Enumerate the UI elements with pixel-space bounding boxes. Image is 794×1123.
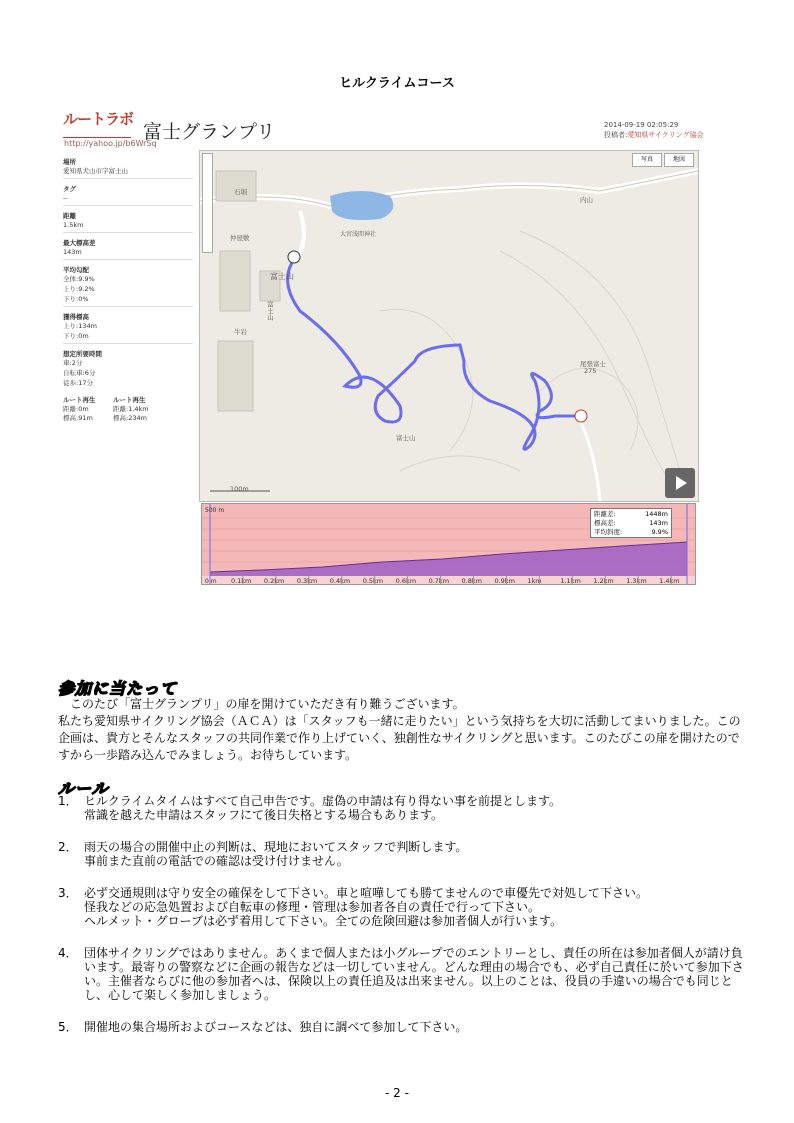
short-url-link[interactable]: http://yahoo.jp/b6WrSq	[64, 139, 157, 148]
map-label: 富士山	[270, 272, 294, 281]
info-divider	[63, 306, 193, 307]
building-block	[220, 251, 250, 311]
intro-paragraph: このたび「富士グランプリ」の扉を開けていただき有り難うございます。	[70, 697, 465, 711]
map-label: 仲屋敷	[230, 234, 250, 242]
info-value: 徒歩:17分	[63, 379, 93, 387]
map-label: 牛岩	[234, 328, 247, 336]
goal-marker	[575, 410, 587, 422]
route-line	[288, 258, 580, 449]
intro-text	[58, 696, 748, 764]
contour-line	[400, 456, 520, 471]
map-label: 275	[584, 367, 597, 375]
poster-label: 投稿者:	[604, 131, 628, 139]
x-tick-label: 0.5km	[362, 577, 384, 584]
map-drawing	[200, 151, 698, 501]
profile-area	[210, 542, 687, 576]
rule-line: 事前また直前の電話での確認は受け付けません。	[84, 854, 349, 868]
info-value: 自転車:6分	[63, 369, 96, 377]
route-poster	[604, 130, 704, 140]
intro-paragraph: 私たち愛知県サイクリング協会（ＡＣＡ）は「スタッフも一緒に走りたい」という気持ちを大切に活動してまいりました。この企画は、貴方とそんなスタッフの共同作業で作り上げていく、独創性なサイクリングと思います。このたびこの扉を開けたのですから一歩踏み込んでみましょう。お待ちしています。	[58, 714, 741, 762]
playback-value: 距離:1.4km	[113, 405, 149, 413]
x-tick-label: 0.2km	[263, 577, 285, 584]
side-road	[580, 421, 600, 501]
info-group	[63, 349, 193, 388]
x-tick-label: 1.1km	[560, 577, 581, 584]
x-tick-label: 0.3km	[296, 577, 318, 584]
info-group	[63, 265, 193, 307]
route-info-panel	[63, 152, 193, 388]
scale-label: 100m	[230, 485, 249, 493]
summary-value: 143m	[649, 519, 668, 527]
summary-row	[594, 519, 668, 528]
rules-heading: ルール	[58, 779, 109, 798]
page-number: - 2 -	[385, 1086, 409, 1100]
playback-value: 標高:234m	[113, 414, 147, 422]
rule-line: 怪我などの応急処置および自転車の修理・管理は参加者各自の責任で行って下さい。	[84, 900, 541, 914]
info-divider	[63, 259, 193, 260]
rule-line: 開催地の集合場所およびコースなどは、独自に調べて参加して下さい。	[84, 1020, 468, 1034]
rule-number: 3．	[58, 886, 78, 900]
summary-label: 平均斜度:	[594, 528, 623, 536]
info-value: --	[63, 194, 68, 202]
main-road	[200, 171, 698, 206]
page-title: ヒルクライムコース	[339, 76, 455, 91]
playback-value: 距離:0m	[63, 405, 89, 413]
info-divider	[63, 178, 193, 179]
info-value: 全体:9.9%	[63, 275, 95, 283]
pond	[330, 191, 393, 220]
playback-end	[113, 396, 173, 423]
rule-line: 団体サイクリングではありません。あくまで個人または小グループでのエントリーとし、責任の所在は参加者個人が請け負います。最寄りの警察などに企画の報告などは一切していません。どんな理由の場合でも、必ず自己責任に於いて参加下さい。主催者ならびに他の参加者へは、保険以上の責任追及は出来ません。以上のことは、役員の手違いの場合でも同じとし、心して楽しく参加しましょう。	[84, 946, 744, 1002]
x-tick-label: 0.6km	[395, 577, 417, 584]
map-label: 石堀	[234, 188, 247, 196]
play-button[interactable]	[665, 468, 695, 498]
elevation-profile[interactable]	[201, 503, 696, 585]
info-divider	[63, 343, 193, 344]
x-tick-label: 0.8km	[461, 577, 482, 584]
info-divider	[63, 205, 193, 206]
map-label: 内山	[580, 196, 593, 204]
map-label: 尾張富士	[580, 360, 606, 368]
x-tick-label: 0.7km	[428, 577, 450, 584]
map-label: 富士山	[266, 301, 274, 321]
info-value: 車:2分	[63, 359, 83, 367]
playback-title: ルート再生	[113, 396, 146, 404]
rule-item	[58, 1020, 748, 1034]
info-group	[63, 157, 193, 179]
rule-item	[58, 794, 748, 822]
rule-number: 5．	[58, 1020, 78, 1034]
info-label: 最大標高差	[63, 239, 96, 247]
x-tick-label: 1km	[527, 577, 542, 584]
rules-list	[58, 794, 748, 1052]
rule-line: ヒルクライムタイムはすべて自己申告です。虚偽の申請は有り得ない事を前提とします。	[84, 794, 562, 808]
rule-item	[58, 946, 748, 1002]
route-name: 富士グランプリ	[143, 121, 276, 143]
x-tick-label: 1.4km	[659, 577, 680, 584]
info-group	[63, 238, 193, 260]
info-value: 上り:9.2%	[63, 285, 95, 293]
summary-label: 距離差:	[594, 510, 616, 518]
profile-summary	[590, 508, 672, 538]
info-label: 獲得標高	[63, 313, 89, 321]
logo-text: ルートラボ	[63, 110, 134, 128]
map-label: 富士山	[396, 434, 416, 442]
summary-label: 標高差:	[594, 519, 616, 527]
info-group	[63, 312, 193, 344]
info-value: 愛知県犬山市字富士山	[63, 167, 128, 175]
rule-item	[58, 886, 748, 928]
info-value: 下り:0m	[63, 332, 89, 340]
x-tick-label: 0.1km	[230, 577, 252, 584]
info-value: 上り:134m	[63, 322, 97, 330]
rule-item	[58, 840, 748, 868]
contour-line	[540, 368, 638, 451]
zoom-slider[interactable]	[202, 153, 213, 253]
info-label: タグ	[63, 185, 76, 193]
route-date: 2014-09-19 02:05:29	[604, 121, 679, 129]
building-block	[218, 341, 253, 411]
summary-row	[594, 528, 668, 537]
rule-number: 1．	[58, 794, 78, 808]
x-tick-label: 0.9km	[494, 577, 515, 584]
info-value: 1.5km	[63, 221, 84, 229]
intro-heading: 参加に当たって	[58, 679, 178, 698]
info-divider	[63, 232, 193, 233]
rule-number: 4．	[58, 946, 78, 960]
rule-number: 2．	[58, 840, 78, 854]
map-view-button[interactable]: 地図	[664, 153, 694, 167]
contour-line	[520, 231, 680, 471]
info-label: 想定所要時間	[63, 350, 102, 358]
info-label: 平均勾配	[63, 266, 89, 274]
poster-name[interactable]: 愛知県サイクリング協会	[627, 131, 704, 139]
summary-value: 1448m	[645, 510, 668, 518]
rule-line: 必ず交通規則は守り安全の確保をして下さい。車と喧嘩しても勝てませんので車優先で対処して下さい。	[84, 886, 649, 900]
playback-title: ルート再生	[63, 396, 96, 404]
info-label: 距離	[63, 212, 76, 220]
x-tick-label: 1.2km	[593, 577, 614, 584]
start-marker	[288, 251, 300, 263]
y-top-label: 500 m	[205, 507, 225, 514]
map-label: 大宮浅間神社	[340, 231, 377, 238]
x-tick-label: 0.4km	[329, 577, 351, 584]
x-tick-label: 1.3km	[626, 577, 647, 584]
info-group	[63, 184, 193, 206]
summary-value: 9.9%	[651, 528, 668, 536]
summary-row	[594, 510, 668, 519]
y-bottom-label: 0 m	[205, 578, 217, 584]
playback-value: 標高:91m	[63, 414, 93, 422]
rule-line: 常識を越えた申請はスタッフにて後日失格とする場合もあります。	[84, 808, 444, 822]
info-value: 下り:0%	[63, 295, 89, 303]
info-group	[63, 211, 193, 233]
info-label: 場所	[63, 158, 76, 166]
route-map[interactable]	[199, 150, 699, 502]
photo-view-button[interactable]: 写真	[632, 153, 662, 167]
building-block	[216, 171, 256, 201]
info-value: 143m	[63, 248, 82, 256]
rule-line: ヘルメット・グローブは必ず着用して下さい。全ての危険回避は参加者個人が行います。	[84, 914, 563, 928]
rule-line: 雨天の場合の開催中止の判断は、現地においてスタッフで判断します。	[84, 840, 468, 854]
